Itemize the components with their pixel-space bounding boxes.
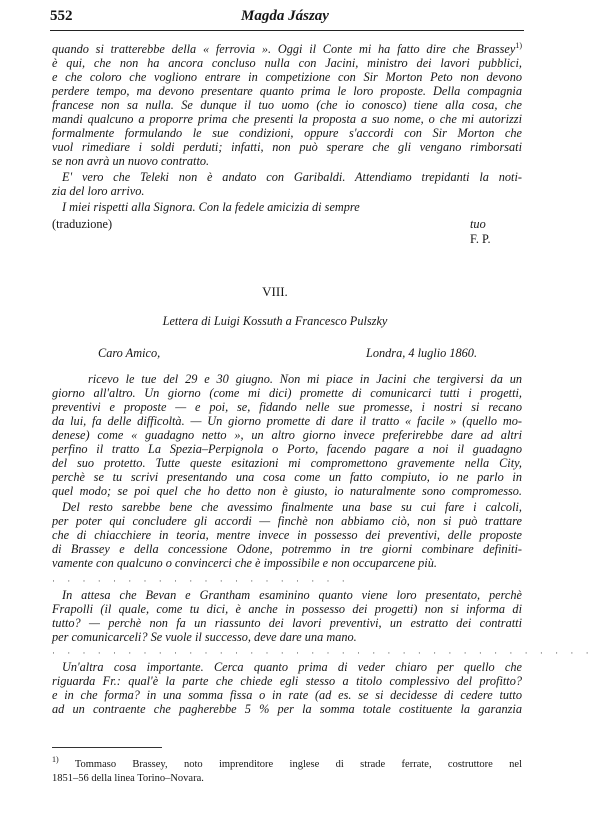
- text-line: e in che forma? in una somma fissa o in rate (ad es. se si decidesse di cedere tutto: [52, 688, 522, 702]
- text-line: giorno all'altro. Un giorno (come mi dici) promette di comunicarci tutti i progetti,: [52, 386, 522, 400]
- footnote-ref: 1): [515, 41, 522, 50]
- footnote-line: 1851–56 della linea Torino–Novara.: [52, 773, 204, 784]
- text-line: vamente con qualcuno o convincerci che è impossibile e non occuparcene più.: [52, 556, 437, 570]
- text-line: che di chiacchiere in teoria, mentre invece in possesso dei preventivi, delle proposte: [52, 528, 522, 542]
- print-speckle: · · · · · · · · · · · · · · · · · · · ·: [52, 576, 350, 586]
- text-line: vuol rimediare i soldi perduti; infatti, non può sperare che gli vengano rimborsati: [52, 140, 522, 154]
- header-rule: [50, 30, 524, 31]
- text-line: tutto? — perchè non fa un riassunto dei lavori preventivi, un estratto dei contratti: [52, 616, 522, 630]
- text-line: I miei rispetti alla Signora. Con la fedele amicizia di sempre: [62, 200, 360, 214]
- running-title: Magda Jászay: [241, 8, 329, 24]
- section-number: VIII.: [262, 284, 288, 299]
- text-line: ricevo le tue del 29 e 30 giugno. Non mi piace in Jacini che tergiversi da un: [88, 372, 522, 386]
- text-line: Del resto sarebbe bene che avessimo finalmente una base su cui fare i calcoli,: [62, 500, 522, 514]
- text-line: per poter qui concludere gli accordi — finchè non abbiamo ciò, non si può trattare: [52, 514, 522, 528]
- text-line: Frapolli (il quale, come tu dici, è anche in possesso dei progetti) non si informa di: [52, 602, 522, 616]
- closing: tuo: [470, 217, 486, 231]
- text-line: riguarda Fr.: qual'è la parte che chiede egli stesso a titolo complessivo del profitto?: [52, 674, 522, 688]
- translation-note: (traduzione): [52, 217, 113, 231]
- text-line: In attesa che Bevan e Grantham esaminino quanto viene loro presentato, perchè: [62, 588, 522, 602]
- text-line: perfino il tratto La Spezia–Perpignola o Porto, facendo pagare a noi il guadagno: [52, 442, 522, 456]
- salutation: Caro Amico,: [98, 346, 161, 360]
- text-line: zia del loro arrivo.: [52, 184, 145, 198]
- footnote-rule: [52, 747, 162, 748]
- text-line: quel modo; se poi quel che ho detto non è giusto, io naturalmente sono compromesso.: [52, 484, 522, 498]
- text-line: quando si tratterebbe della « ferrovia ». Oggi il Conte mi ha fatto dire che Brassey$^{1)}$: [52, 41, 522, 56]
- text-line: formalmente formulando le sue condizioni, oppure s'accordi con Sir Morton che: [52, 126, 522, 140]
- text-line: da lui, fa delle difficoltà. — Un giorno promette di dare il tratto « facile » (quello mo-: [52, 414, 522, 428]
- text-line: per comunicarceli? Se vuole il successo, deve dare una mano.: [52, 630, 357, 644]
- page-number: 552: [50, 8, 73, 24]
- text-line: del suo protetto. Tutte queste esitazioni mi compromettono gravemente nella City,: [52, 456, 522, 470]
- print-speckle: · · · · · · · · · · · · · · · · · · · · · · · · · · · · · · · · · · · ·: [52, 648, 594, 658]
- text-line: se non avrà un nuovo contratto.: [52, 154, 210, 168]
- dateline: Londra, 4 luglio 1860.: [366, 346, 478, 360]
- text-line: E' vero che Teleki non è andato con Garibaldi. Attendiamo trepidanti la noti-: [62, 170, 522, 184]
- text-line: francese non sa nulla. Se dunque il tuo uomo (che io conosco) tiene alla cosa, che: [52, 98, 522, 112]
- page-header: [50, 8, 520, 30]
- text-line: Un'altra cosa importante. Cerca quanto prima di veder chiaro per quello che: [62, 660, 522, 674]
- footnote-marker: 1): [52, 755, 59, 764]
- text-line: e che coloro che vogliono entrare in competizione con Sir Morton Peto non devono: [52, 70, 522, 84]
- text-line: ad un contraente che pagherebbe 5 % per la somma totale costituente la garanzia: [52, 702, 522, 716]
- text-line: preventivi e proposte — e poi, se, fidando nelle sue promesse, i nostri si recano: [52, 400, 522, 414]
- text-line: perchè se tu scrivi presentando una cosa come un fatto compiuto, io ne parlo in: [52, 470, 522, 484]
- text-line: perdere tempo, ma devono presentare quanto prima le loro proposte. Della compagnia: [52, 84, 522, 98]
- letter-title: Lettera di Luigi Kossuth a Francesco Pulszky: [162, 314, 388, 328]
- footnote-line: $^{1)}$ Tommaso Brassey, noto imprenditore inglese di strade ferrate, costruttore nel: [52, 755, 522, 770]
- text-line: è qui, che non ha ancora concluso nulla con Jacini, ministro dei lavori pubblici,: [52, 56, 522, 70]
- initials: F. P.: [470, 232, 491, 246]
- text-line: mandi qualcuno a proporre prima che presenti la proposta a suo nome, o che mi autorizzi: [52, 112, 522, 126]
- text-line: di Brassey e della concessione Odone, potremmo in tre giorni combinare definiti-: [52, 542, 522, 556]
- text-line: denese) come « guadagno netto », un altro giorno invece preferirebbe dare ad altri: [52, 428, 522, 442]
